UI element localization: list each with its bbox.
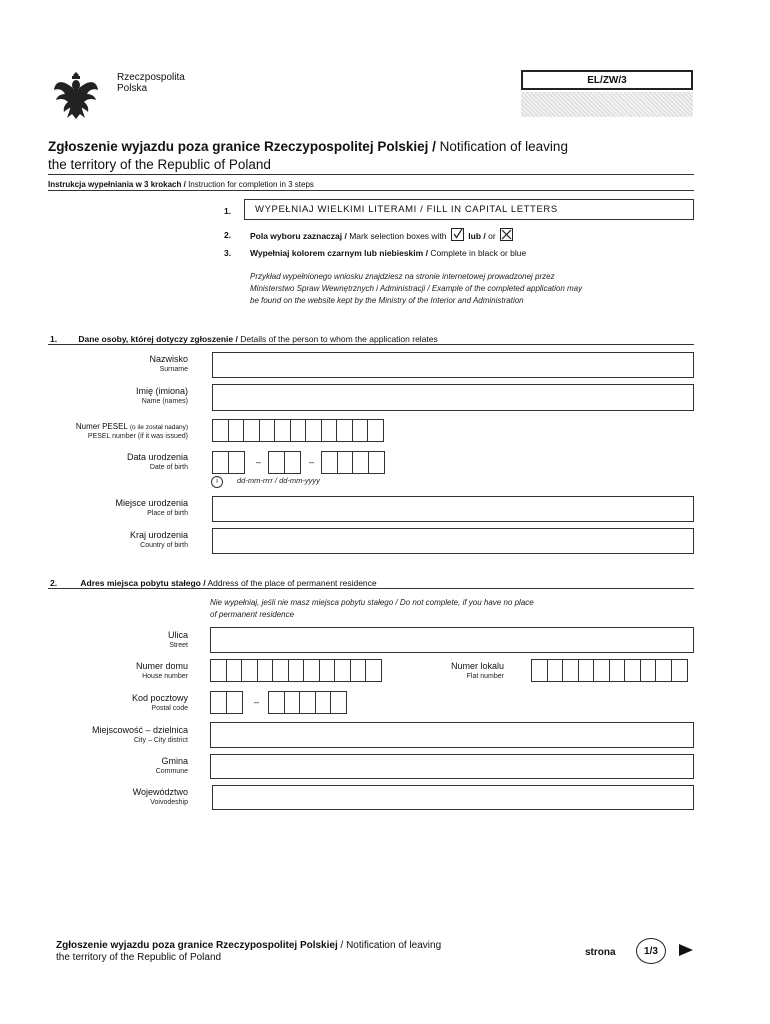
step-2-text-en: Mark selection boxes with <box>349 231 447 241</box>
flat-number-label-pl: Numer lokalu <box>450 661 504 671</box>
title-english-2: the territory of the Republic of Poland <box>48 157 271 172</box>
footer-title-en-1: / Notification of leaving <box>340 940 442 951</box>
section-2-number: 2. <box>50 578 58 588</box>
house-cell[interactable] <box>319 659 336 682</box>
section-2-note-line-1: Nie wypełniaj, jeśli nie masz miejsca pobytu stałego / Do not complete, if you have no place <box>210 598 534 607</box>
house-cell[interactable] <box>272 659 289 682</box>
house-cell[interactable] <box>334 659 351 682</box>
country-of-birth-label <box>48 530 188 549</box>
step-2-text <box>250 228 515 241</box>
info-icon: i <box>211 476 223 488</box>
postal-cell[interactable] <box>284 691 301 714</box>
names-label-pl: Imię (imiona) <box>135 386 188 396</box>
flat-number-label-en: Flat number <box>466 673 504 680</box>
section-1-number: 1. <box>50 334 58 344</box>
pesel-label <box>28 422 188 440</box>
section-2-heading <box>50 578 377 588</box>
pesel-cell[interactable] <box>274 419 291 442</box>
pesel-label-pl: Numer PESEL <box>75 422 128 431</box>
house-number-label-en: House number <box>142 673 188 680</box>
city-label-pl: Miejscowość – dzielnica <box>91 725 188 735</box>
step-3-text <box>250 248 526 258</box>
form-code-box: EL/ZW/3 <box>521 70 693 90</box>
commune-label <box>48 756 188 775</box>
house-number-label <box>48 661 188 680</box>
dob-cell[interactable] <box>284 451 301 474</box>
footer-title <box>56 940 441 964</box>
street-label <box>48 630 188 649</box>
house-cell[interactable] <box>226 659 243 682</box>
page-label: strona <box>585 947 616 958</box>
postal-cell[interactable] <box>210 691 227 714</box>
step-2-or-en: or <box>488 231 496 241</box>
step-3-number: 3. <box>224 248 232 258</box>
pesel-cell[interactable] <box>352 419 369 442</box>
dob-cell[interactable] <box>212 451 229 474</box>
postal-cell[interactable] <box>299 691 316 714</box>
polish-eagle-emblem-icon <box>53 68 99 120</box>
country-of-birth-label-pl: Kraj urodzenia <box>129 530 188 540</box>
place-of-birth-label-pl: Miejsce urodzenia <box>115 498 188 508</box>
dob-dash-1: – <box>256 457 262 467</box>
document-title <box>48 138 648 174</box>
section-2-heading-pl: Adres miejsca pobytu stałego / <box>80 578 206 588</box>
step-3-text-pl: Wypełniaj kolorem czarnym lub niebieskim / <box>250 248 428 258</box>
postal-cell[interactable] <box>330 691 347 714</box>
postal-code-cells-1[interactable] <box>210 691 241 714</box>
pesel-cell[interactable] <box>305 419 322 442</box>
country-of-birth-label-en: Country of birth <box>140 542 188 549</box>
step-2-text-pl: Pola wyboru zaznaczaj / <box>250 231 347 241</box>
commune-field[interactable] <box>210 754 694 779</box>
city-label <box>48 725 188 744</box>
postal-cell[interactable] <box>315 691 332 714</box>
voivodeship-label <box>48 787 188 806</box>
section-2-rule <box>48 588 694 589</box>
dob-cell[interactable] <box>321 451 338 474</box>
step-1-number: 1. <box>224 206 232 216</box>
example-note-line-2: Ministerstwo Spraw Wewnętrznych i Administracji / Example of the completed application may <box>250 284 583 293</box>
street-label-pl: Ulica <box>167 630 188 640</box>
country-of-birth-field[interactable] <box>212 528 694 554</box>
country-line-1: Rzeczpospolita <box>117 72 185 83</box>
house-cell[interactable] <box>288 659 305 682</box>
dob-label-pl: Data urodzenia <box>126 452 188 462</box>
country-name <box>117 72 185 94</box>
flat-cell[interactable] <box>531 659 548 682</box>
commune-label-pl: Gmina <box>161 756 188 766</box>
dob-cell[interactable] <box>352 451 369 474</box>
checkmark-example-icon <box>451 228 464 241</box>
footer-title-pl: Zgłoszenie wyjazdu poza granice Rzeczypospolitej Polskiej <box>56 940 338 951</box>
postal-code-label-pl: Kod pocztowy <box>131 693 188 703</box>
house-number-cells[interactable] <box>210 659 381 682</box>
country-line-2: Polska <box>117 83 148 94</box>
dob-cell[interactable] <box>337 451 354 474</box>
step-3-text-en: Complete in black or blue <box>430 248 527 258</box>
postal-cell[interactable] <box>268 691 285 714</box>
section-2-note-line-2: of permanent residence <box>210 610 295 619</box>
flat-cell[interactable] <box>609 659 626 682</box>
pesel-cell[interactable] <box>212 419 229 442</box>
example-note <box>250 271 690 307</box>
house-number-label-pl: Numer domu <box>135 661 188 671</box>
commune-label-en: Commune <box>155 768 188 775</box>
instructions-heading-pl: Instrukcja wypełniania w 3 krokach / <box>48 180 186 189</box>
place-of-birth-label <box>48 498 188 517</box>
section-2-note <box>210 597 690 621</box>
postal-code-label <box>48 693 188 712</box>
section-1-heading-en: Details of the person to whom the application relates <box>240 334 438 344</box>
pesel-cell[interactable] <box>228 419 245 442</box>
dob-format-hint: dd-mm-rrrr / dd-mm-yyyy <box>237 476 320 485</box>
street-label-en: Street <box>169 642 188 649</box>
place-of-birth-label-en: Place of birth <box>147 510 188 517</box>
dob-month-cells[interactable] <box>268 451 299 474</box>
section-1-rule <box>48 344 694 345</box>
dob-cell[interactable] <box>268 451 285 474</box>
dob-year-cells[interactable] <box>321 451 383 474</box>
footer-title-en-2: the territory of the Republic of Poland <box>56 952 222 963</box>
postal-cell[interactable] <box>226 691 243 714</box>
section-2-heading-en: Address of the place of permanent residence <box>207 578 377 588</box>
names-field[interactable] <box>212 384 694 411</box>
flat-cell[interactable] <box>547 659 564 682</box>
instructions-heading <box>48 180 314 189</box>
example-note-line-1: Przykład wypełnionego wniosku znajdziesz na stronie internetowej prowadzonej przez <box>250 272 555 281</box>
instructions-heading-en: Instruction for completion in 3 steps <box>188 180 314 189</box>
pesel-cell[interactable] <box>243 419 260 442</box>
pesel-cells[interactable] <box>212 419 383 442</box>
postal-code-cells-2[interactable] <box>268 691 346 714</box>
pesel-cell[interactable] <box>321 419 338 442</box>
office-use-shaded-box <box>521 92 693 117</box>
next-page-arrow-icon <box>679 944 693 956</box>
pesel-label-note: (o ile został nadany) <box>129 424 188 431</box>
voivodeship-field[interactable] <box>212 785 694 810</box>
pesel-cell[interactable] <box>259 419 276 442</box>
section-1-heading-pl: Dane osoby, której dotyczy zgłoszenie / <box>78 334 238 344</box>
dob-label-en: Date of birth <box>149 464 188 471</box>
voivodeship-label-pl: Województwo <box>132 787 188 797</box>
instructions-rule <box>48 190 694 191</box>
flat-cell[interactable] <box>593 659 610 682</box>
dob-cell[interactable] <box>368 451 385 474</box>
flat-cell[interactable] <box>578 659 595 682</box>
house-cell[interactable] <box>257 659 274 682</box>
house-cell[interactable] <box>303 659 320 682</box>
voivodeship-label-en: Voivodeship <box>150 799 188 806</box>
flat-number-cells[interactable] <box>531 659 686 682</box>
page-number: 1/3 <box>636 938 666 964</box>
surname-label <box>48 354 188 373</box>
flat-number-label <box>364 661 504 680</box>
surname-label-pl: Nazwisko <box>149 354 188 364</box>
postal-code-label-en: Postal code <box>151 705 188 712</box>
flat-cell[interactable] <box>562 659 579 682</box>
flat-cell[interactable] <box>640 659 657 682</box>
cross-example-icon <box>500 228 513 241</box>
step-2-or-pl: lub / <box>468 231 486 241</box>
dob-cell[interactable] <box>228 451 245 474</box>
dob-dash-2: – <box>309 457 315 467</box>
dob-day-cells[interactable] <box>212 451 243 474</box>
place-of-birth-field[interactable] <box>212 496 694 522</box>
city-label-en: City – City district <box>133 737 188 744</box>
pesel-label-en: PESEL number (if it was issued) <box>87 433 188 440</box>
example-note-line-3: be found on the website kept by the Ministry of the Interior and Administration <box>250 296 524 305</box>
pesel-cell[interactable] <box>367 419 384 442</box>
title-polish: Zgłoszenie wyjazdu poza granice Rzeczypospolitej Polskiej / <box>48 139 436 154</box>
city-field[interactable] <box>210 722 694 748</box>
title-rule <box>48 174 694 175</box>
capital-letters-instruction: WYPEŁNIAJ WIELKIMI LITERAMI / FILL IN CAPITAL LETTERS <box>244 199 694 220</box>
surname-field[interactable] <box>212 352 694 378</box>
flat-cell[interactable] <box>671 659 688 682</box>
section-1-heading <box>50 334 438 344</box>
step-2-number: 2. <box>224 230 232 240</box>
postal-dash: – <box>254 697 260 707</box>
street-field[interactable] <box>210 627 694 653</box>
pesel-cell[interactable] <box>290 419 307 442</box>
pesel-cell[interactable] <box>336 419 353 442</box>
flat-cell[interactable] <box>655 659 672 682</box>
house-cell[interactable] <box>241 659 258 682</box>
surname-label-en: Surname <box>159 366 188 373</box>
flat-cell[interactable] <box>624 659 641 682</box>
house-cell[interactable] <box>210 659 227 682</box>
names-label-en: Name (names) <box>141 398 188 405</box>
dob-label <box>48 452 188 471</box>
title-english-1: Notification of leaving <box>439 139 568 154</box>
names-label <box>48 386 188 405</box>
